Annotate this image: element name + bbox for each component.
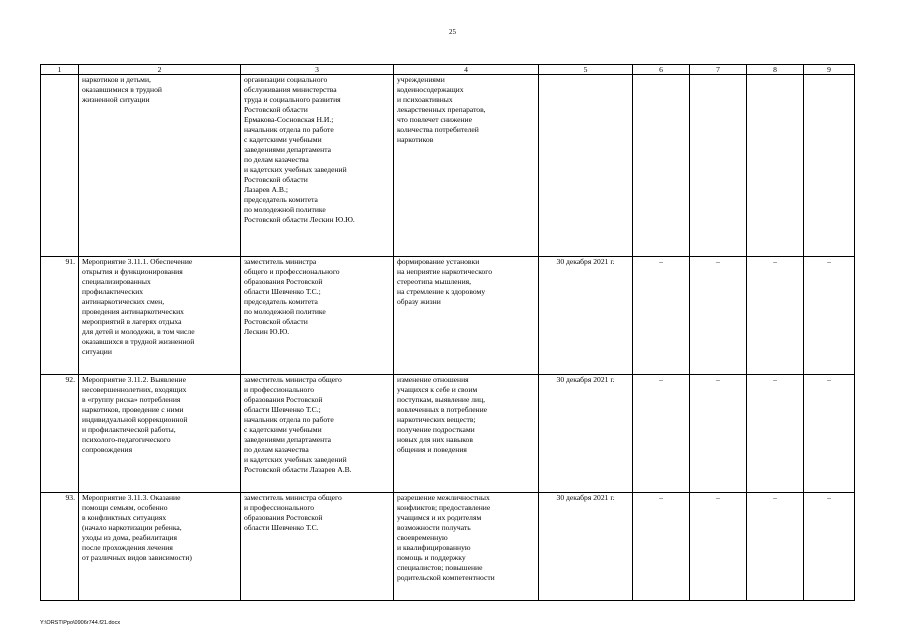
page-number: 25: [449, 28, 456, 36]
header-row: [41, 65, 855, 75]
col8-cell: –: [747, 375, 804, 493]
header-col-9: 9: [804, 65, 855, 75]
responsible-cell: организации социального обслуживания министерства труда и социального развития Ростовской области Ермакова-Сосновская Н.И.; начальник отдела по работе с кадетскими учебными заведениями департамента по делам казачества и кадетских учебных заведений Ростовской области Лазарев А.В.; председатель комитета по молодежной политике Ростовской области Лескин Ю.Ю.: [241, 75, 394, 257]
table-row: [41, 75, 855, 257]
row-number: 93.: [41, 493, 79, 601]
measure-cell: Мероприятие 3.11.1. Обеспечение открытия и функционирования специализированных профилактических антинаркотических смен, проведения антинаркотических мероприятий в лагерях отдыха для детей и молодежи, в том числе оказавшихся в трудной жизненной ситуации: [79, 257, 241, 375]
row-number: 92.: [41, 375, 79, 493]
col6-cell: [633, 75, 690, 257]
responsible-cell: заместитель министра общего и профессионального образования Ростовской области Шевченко Т.С.; председатель комитета по молодежной политике Ростовской области Лескин Ю.Ю.: [241, 257, 394, 375]
header-col-2: 2: [79, 65, 241, 75]
measure-cell: наркотиков и детьми, оказавшимися в трудной жизненной ситуации: [79, 75, 241, 257]
date-cell: 30 декабря 2021 г.: [539, 257, 633, 375]
col9-cell: –: [804, 257, 855, 375]
col8-cell: –: [747, 257, 804, 375]
header-col-1: 1: [41, 65, 79, 75]
row-number: [41, 75, 79, 257]
col8-cell: –: [747, 493, 804, 601]
measure-cell: Мероприятие 3.11.3. Оказание помощи семьям, особенно в конфликтных ситуациях (начало наркотизации ребенка, уходы из дома, реабилитация после прохождения лечения от различных видов зависимости): [79, 493, 241, 601]
col7-cell: –: [690, 257, 747, 375]
col9-cell: [804, 75, 855, 257]
table-row: [41, 493, 855, 601]
header-col-7: 7: [690, 65, 747, 75]
col6-cell: –: [633, 375, 690, 493]
header-col-3: 3: [241, 65, 394, 75]
measure-cell: Мероприятие 3.11.2. Выявление несовершеннолетних, входящих в «группу риска» потребления наркотиков, проведение с ними индивидуальной коррекционной и профилактической работы, психолого-педагогического сопровождения: [79, 375, 241, 493]
col6-cell: –: [633, 493, 690, 601]
responsible-cell: заместитель министра общего и профессионального образования Ростовской области Шевченко Т.С.; начальник отдела по работе с кадетскими учебными заведениями департамента по делам казачества и кадетских учебных заведений Ростовской области Лазарев А.В.: [241, 375, 394, 493]
header-col-6: 6: [633, 65, 690, 75]
table-row: [41, 257, 855, 375]
measures-table: [40, 64, 855, 601]
col6-cell: –: [633, 257, 690, 375]
date-cell: [539, 75, 633, 257]
header-col-8: 8: [747, 65, 804, 75]
file-path-footer: Y:\ORST\Ppo\0906r744.f21.docx: [40, 620, 121, 626]
result-cell: формирование установки на неприятие наркотического стереотипа мышления, на стремление к здоровому образу жизни: [394, 257, 539, 375]
date-cell: 30 декабря 2021 г.: [539, 375, 633, 493]
result-cell: разрешение межличностных конфликтов; предоставление учащимся и их родителям возможности получать своевременную и квалифицированную помощь и поддержку специалистов; повышение родительской компетентности: [394, 493, 539, 601]
row-number: 91.: [41, 257, 79, 375]
table-row: [41, 375, 855, 493]
col8-cell: [747, 75, 804, 257]
date-cell: 30 декабря 2021 г.: [539, 493, 633, 601]
col9-cell: –: [804, 493, 855, 601]
result-cell: учреждениями кодеиносодержащих и психоактивных лекарственных препаратов, что повлечет снижение количества потребителей наркотиков: [394, 75, 539, 257]
col7-cell: [690, 75, 747, 257]
col7-cell: –: [690, 493, 747, 601]
header-col-4: 4: [394, 65, 539, 75]
col9-cell: –: [804, 375, 855, 493]
header-col-5: 5: [539, 65, 633, 75]
result-cell: изменение отношения учащихся к себе и своим поступкам, выявление лиц, вовлеченных в потребление наркотических веществ; получение подростками новых для них навыков общения и поведения: [394, 375, 539, 493]
col7-cell: –: [690, 375, 747, 493]
responsible-cell: заместитель министра общего и профессионального образования Ростовской области Шевченко Т.С.: [241, 493, 394, 601]
